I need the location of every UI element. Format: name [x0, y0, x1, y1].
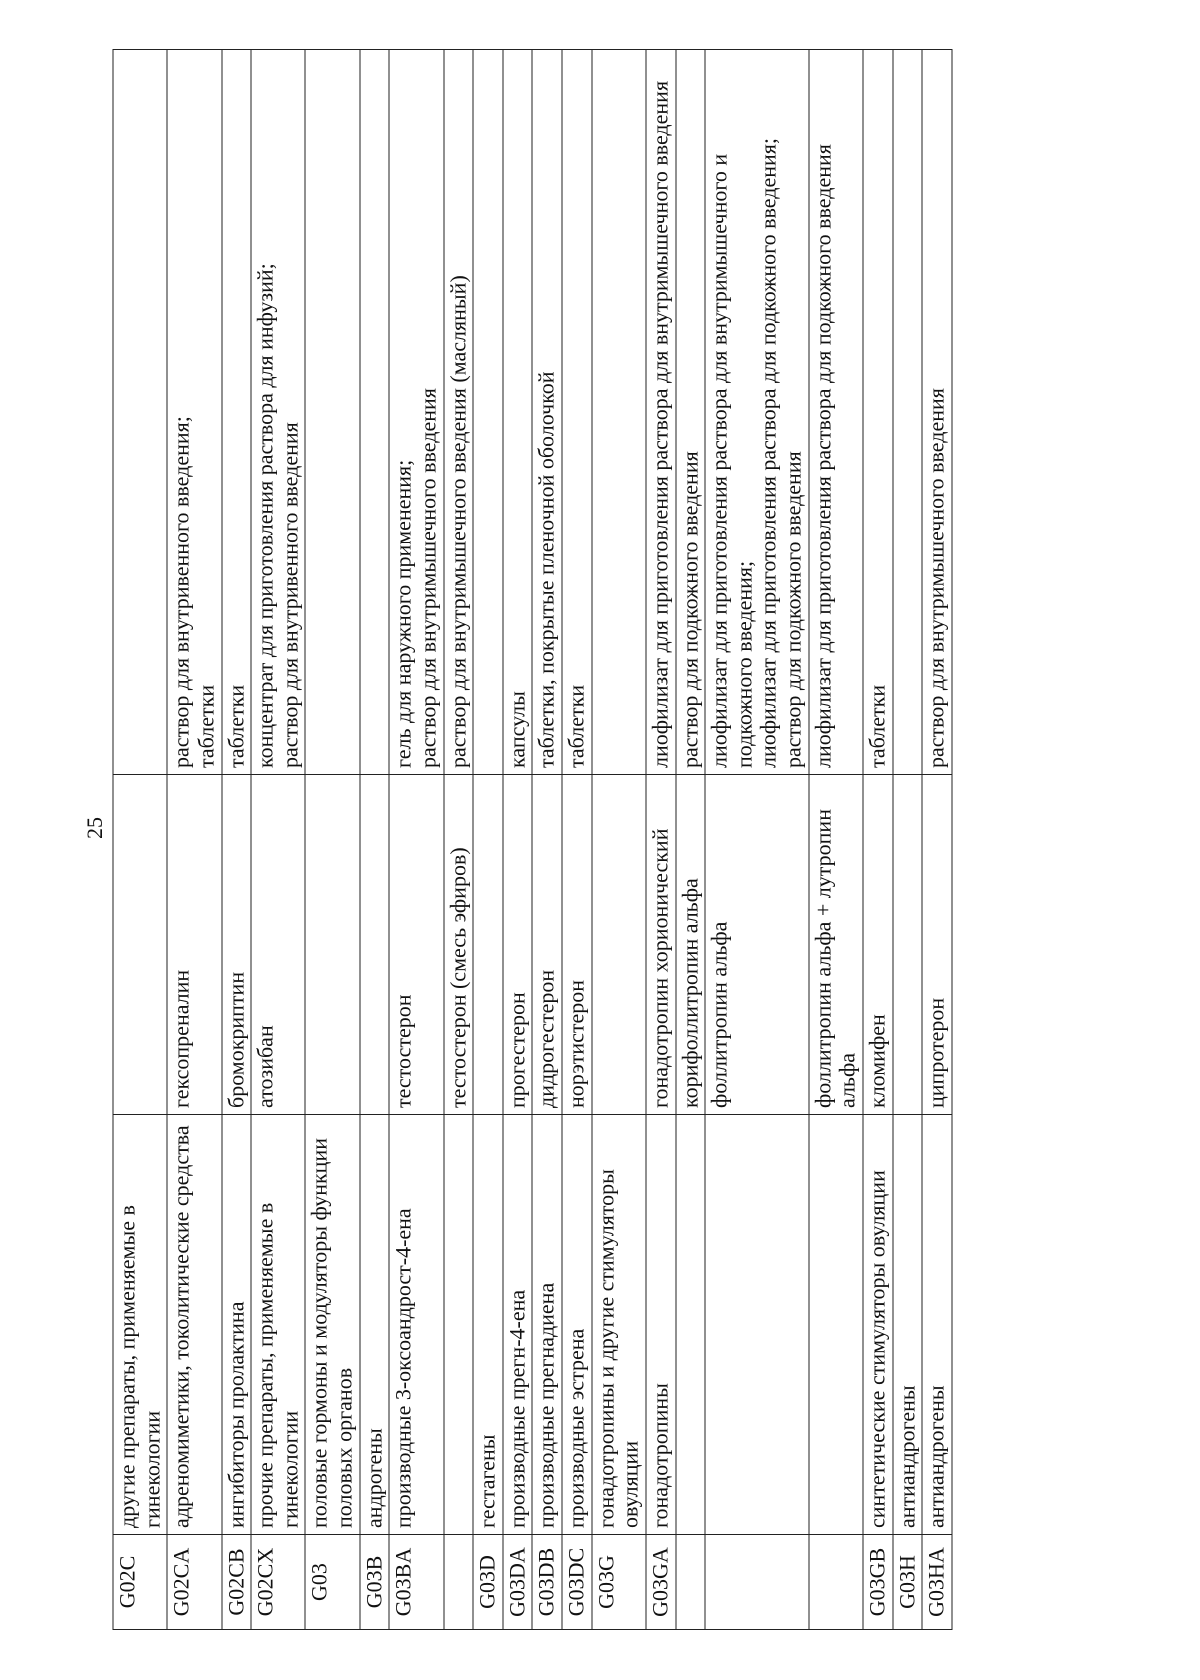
dosage-forms-cell [222, 50, 252, 775]
dosage-forms-cell [646, 50, 676, 775]
dosage-form-line: раствор для подкожного введения [677, 451, 702, 768]
drug-name-cell [305, 775, 359, 1115]
table-row [222, 50, 252, 1630]
dosage-forms-cell [113, 50, 167, 775]
dosage-form-line: раствор для внутривенного введения; [168, 416, 194, 768]
dosage-form-line: лиофилизат для приготовления раствора для внутримышечного и подкожного введения; [706, 153, 757, 768]
dosage-forms-cell [562, 50, 592, 775]
drug-name-cell [113, 775, 167, 1115]
table-row [251, 50, 305, 1630]
group-name-cell: производные эстрена [562, 1115, 592, 1535]
dosage-form-line: капсулы [504, 691, 530, 768]
group-name-cell: гонадотропины [646, 1115, 676, 1535]
atc-code-cell: G03B [360, 1535, 390, 1630]
atc-code-cell: G02C [113, 1535, 167, 1630]
table-row [473, 50, 503, 1630]
table-row [503, 50, 533, 1630]
drug-name-cell: тестостерон (смесь эфиров) [444, 775, 474, 1115]
dosage-forms-cell [592, 50, 646, 775]
dosage-forms-cell [705, 50, 809, 775]
table-row [389, 50, 443, 1630]
dosage-form-line: гель для наружного применения; [390, 459, 416, 768]
dosage-forms-cell [922, 50, 952, 775]
atc-code-cell [705, 1535, 809, 1630]
table-row [646, 50, 676, 1630]
dosage-form-line: раствор для подкожного введения [780, 451, 806, 768]
group-name-cell: производные 3-оксоандрост-4-ена [389, 1115, 443, 1535]
drug-name-cell: норэтистерон [562, 775, 592, 1115]
group-name-cell: другие препараты, применяемые в гинекологии [113, 1115, 167, 1535]
dosage-forms-cell [893, 50, 923, 775]
drug-name-cell: фоллитропин альфа [705, 775, 809, 1115]
group-name-cell [444, 1115, 474, 1535]
atc-code-cell: G03 [305, 1535, 359, 1630]
page-number: 25 [82, 817, 107, 839]
dosage-forms-cell [532, 50, 562, 775]
group-name-cell: адреномиметики, токолитические средства [167, 1115, 221, 1535]
group-name-cell [809, 1115, 863, 1535]
drug-name-cell: гонадотропин хорионический [646, 775, 676, 1115]
table-row [532, 50, 562, 1630]
group-name-cell: синтетические стимуляторы овуляции [863, 1115, 893, 1535]
dosage-form-line: раствор для внутримышечного введения [923, 388, 949, 768]
table-row [893, 50, 923, 1630]
dosage-form-line: раствор для внутривенного введения [277, 422, 303, 768]
dosage-form-line: концентрат для приготовления раствора для инфузий; [252, 263, 278, 768]
drug-name-cell: прогестерон [503, 775, 533, 1115]
drug-name-cell [360, 775, 390, 1115]
drug-name-cell: фоллитропин альфа + лутропин альфа [809, 775, 863, 1115]
table-row [167, 50, 221, 1630]
dosage-forms-cell [167, 50, 221, 775]
atc-code-cell [444, 1535, 474, 1630]
group-name-cell [676, 1115, 706, 1535]
dosage-forms-cell [503, 50, 533, 775]
group-name-cell: гестагены [473, 1115, 503, 1535]
drug-name-cell: атозибан [251, 775, 305, 1115]
dosage-forms-cell [444, 50, 474, 775]
table-row [444, 50, 474, 1630]
dosage-forms-cell [863, 50, 893, 775]
drug-name-cell: бромокриптин [222, 775, 252, 1115]
dosage-form-line: лиофилизат для приготовления раствора для подкожного введения; [755, 138, 781, 768]
drug-name-cell: гексопреналин [167, 775, 221, 1115]
group-name-cell [705, 1115, 809, 1535]
group-name-cell: ингибиторы пролактина [222, 1115, 252, 1535]
atc-code-cell: G03GB [863, 1535, 893, 1630]
atc-code-cell: G03GA [646, 1535, 676, 1630]
drug-table [113, 49, 953, 1630]
dosage-form-line: таблетки, покрытые пленочной оболочкой [533, 371, 559, 768]
table-row [592, 50, 646, 1630]
drug-name-cell: корифоллитропин альфа [676, 775, 706, 1115]
dosage-forms-cell [389, 50, 443, 775]
dosage-forms-cell [251, 50, 305, 775]
atc-code-cell [809, 1535, 863, 1630]
dosage-form-line: таблетки [193, 684, 219, 768]
drug-name-cell: кломифен [863, 775, 893, 1115]
drug-name-cell: дидрогестерон [532, 775, 562, 1115]
drug-name-cell [893, 775, 923, 1115]
dosage-form-line: таблетки [223, 684, 248, 768]
dosage-form-line: раствор для внутримышечного введения (масляный) [445, 275, 470, 768]
atc-code-cell: G03G [592, 1535, 646, 1630]
atc-code-cell: G03DA [503, 1535, 533, 1630]
dosage-forms-cell [305, 50, 359, 775]
atc-code-cell: G03D [473, 1535, 503, 1630]
dosage-forms-cell [809, 50, 863, 775]
group-name-cell: антиандрогены [893, 1115, 923, 1535]
table-row [863, 50, 893, 1630]
drug-name-cell [592, 775, 646, 1115]
atc-code-cell: G03BA [389, 1535, 443, 1630]
group-name-cell: антиандрогены [922, 1115, 952, 1535]
group-name-cell: производные прегн-4-ена [503, 1115, 533, 1535]
atc-code-cell: G03H [893, 1535, 923, 1630]
table-row [922, 50, 952, 1630]
dosage-form-line: таблетки [563, 684, 589, 768]
atc-code-cell: G03DB [532, 1535, 562, 1630]
dosage-forms-cell [473, 50, 503, 775]
drug-name-cell: тестостерон [389, 775, 443, 1115]
atc-code-cell [676, 1535, 706, 1630]
table-row [113, 50, 167, 1630]
table-row [676, 50, 706, 1630]
dosage-forms-cell [676, 50, 706, 775]
drug-name-cell [473, 775, 503, 1115]
dosage-forms-cell [360, 50, 390, 775]
atc-code-cell: G02CA [167, 1535, 221, 1630]
table-row [562, 50, 592, 1630]
dosage-form-line: раствор для внутримышечного введения [415, 388, 441, 768]
dosage-form-line: лиофилизат для приготовления раствора для внутримышечного введения [647, 80, 673, 768]
group-name-cell: половые гормоны и модуляторы функции половых органов [305, 1115, 359, 1535]
atc-code-cell: G03HA [922, 1535, 952, 1630]
group-name-cell: андрогены [360, 1115, 390, 1535]
table-row [705, 50, 809, 1630]
dosage-form-line: лиофилизат для приготовления раствора для подкожного введения [810, 144, 836, 768]
drug-name-cell: ципротерон [922, 775, 952, 1115]
group-name-cell: прочие препараты, применяемые в гинекологии [251, 1115, 305, 1535]
dosage-form-line: таблетки [864, 684, 890, 768]
table-row [360, 50, 390, 1630]
table-row [809, 50, 863, 1630]
atc-code-cell: G02CB [222, 1535, 252, 1630]
table-row [305, 50, 359, 1630]
atc-code-cell: G03DC [562, 1535, 592, 1630]
atc-code-cell: G02CX [251, 1535, 305, 1630]
rotated-table-container [113, 50, 1088, 1630]
drug-table-body [113, 50, 952, 1630]
group-name-cell: производные прегнадиена [532, 1115, 562, 1535]
group-name-cell: гонадотропины и другие стимуляторы овуляции [592, 1115, 646, 1535]
